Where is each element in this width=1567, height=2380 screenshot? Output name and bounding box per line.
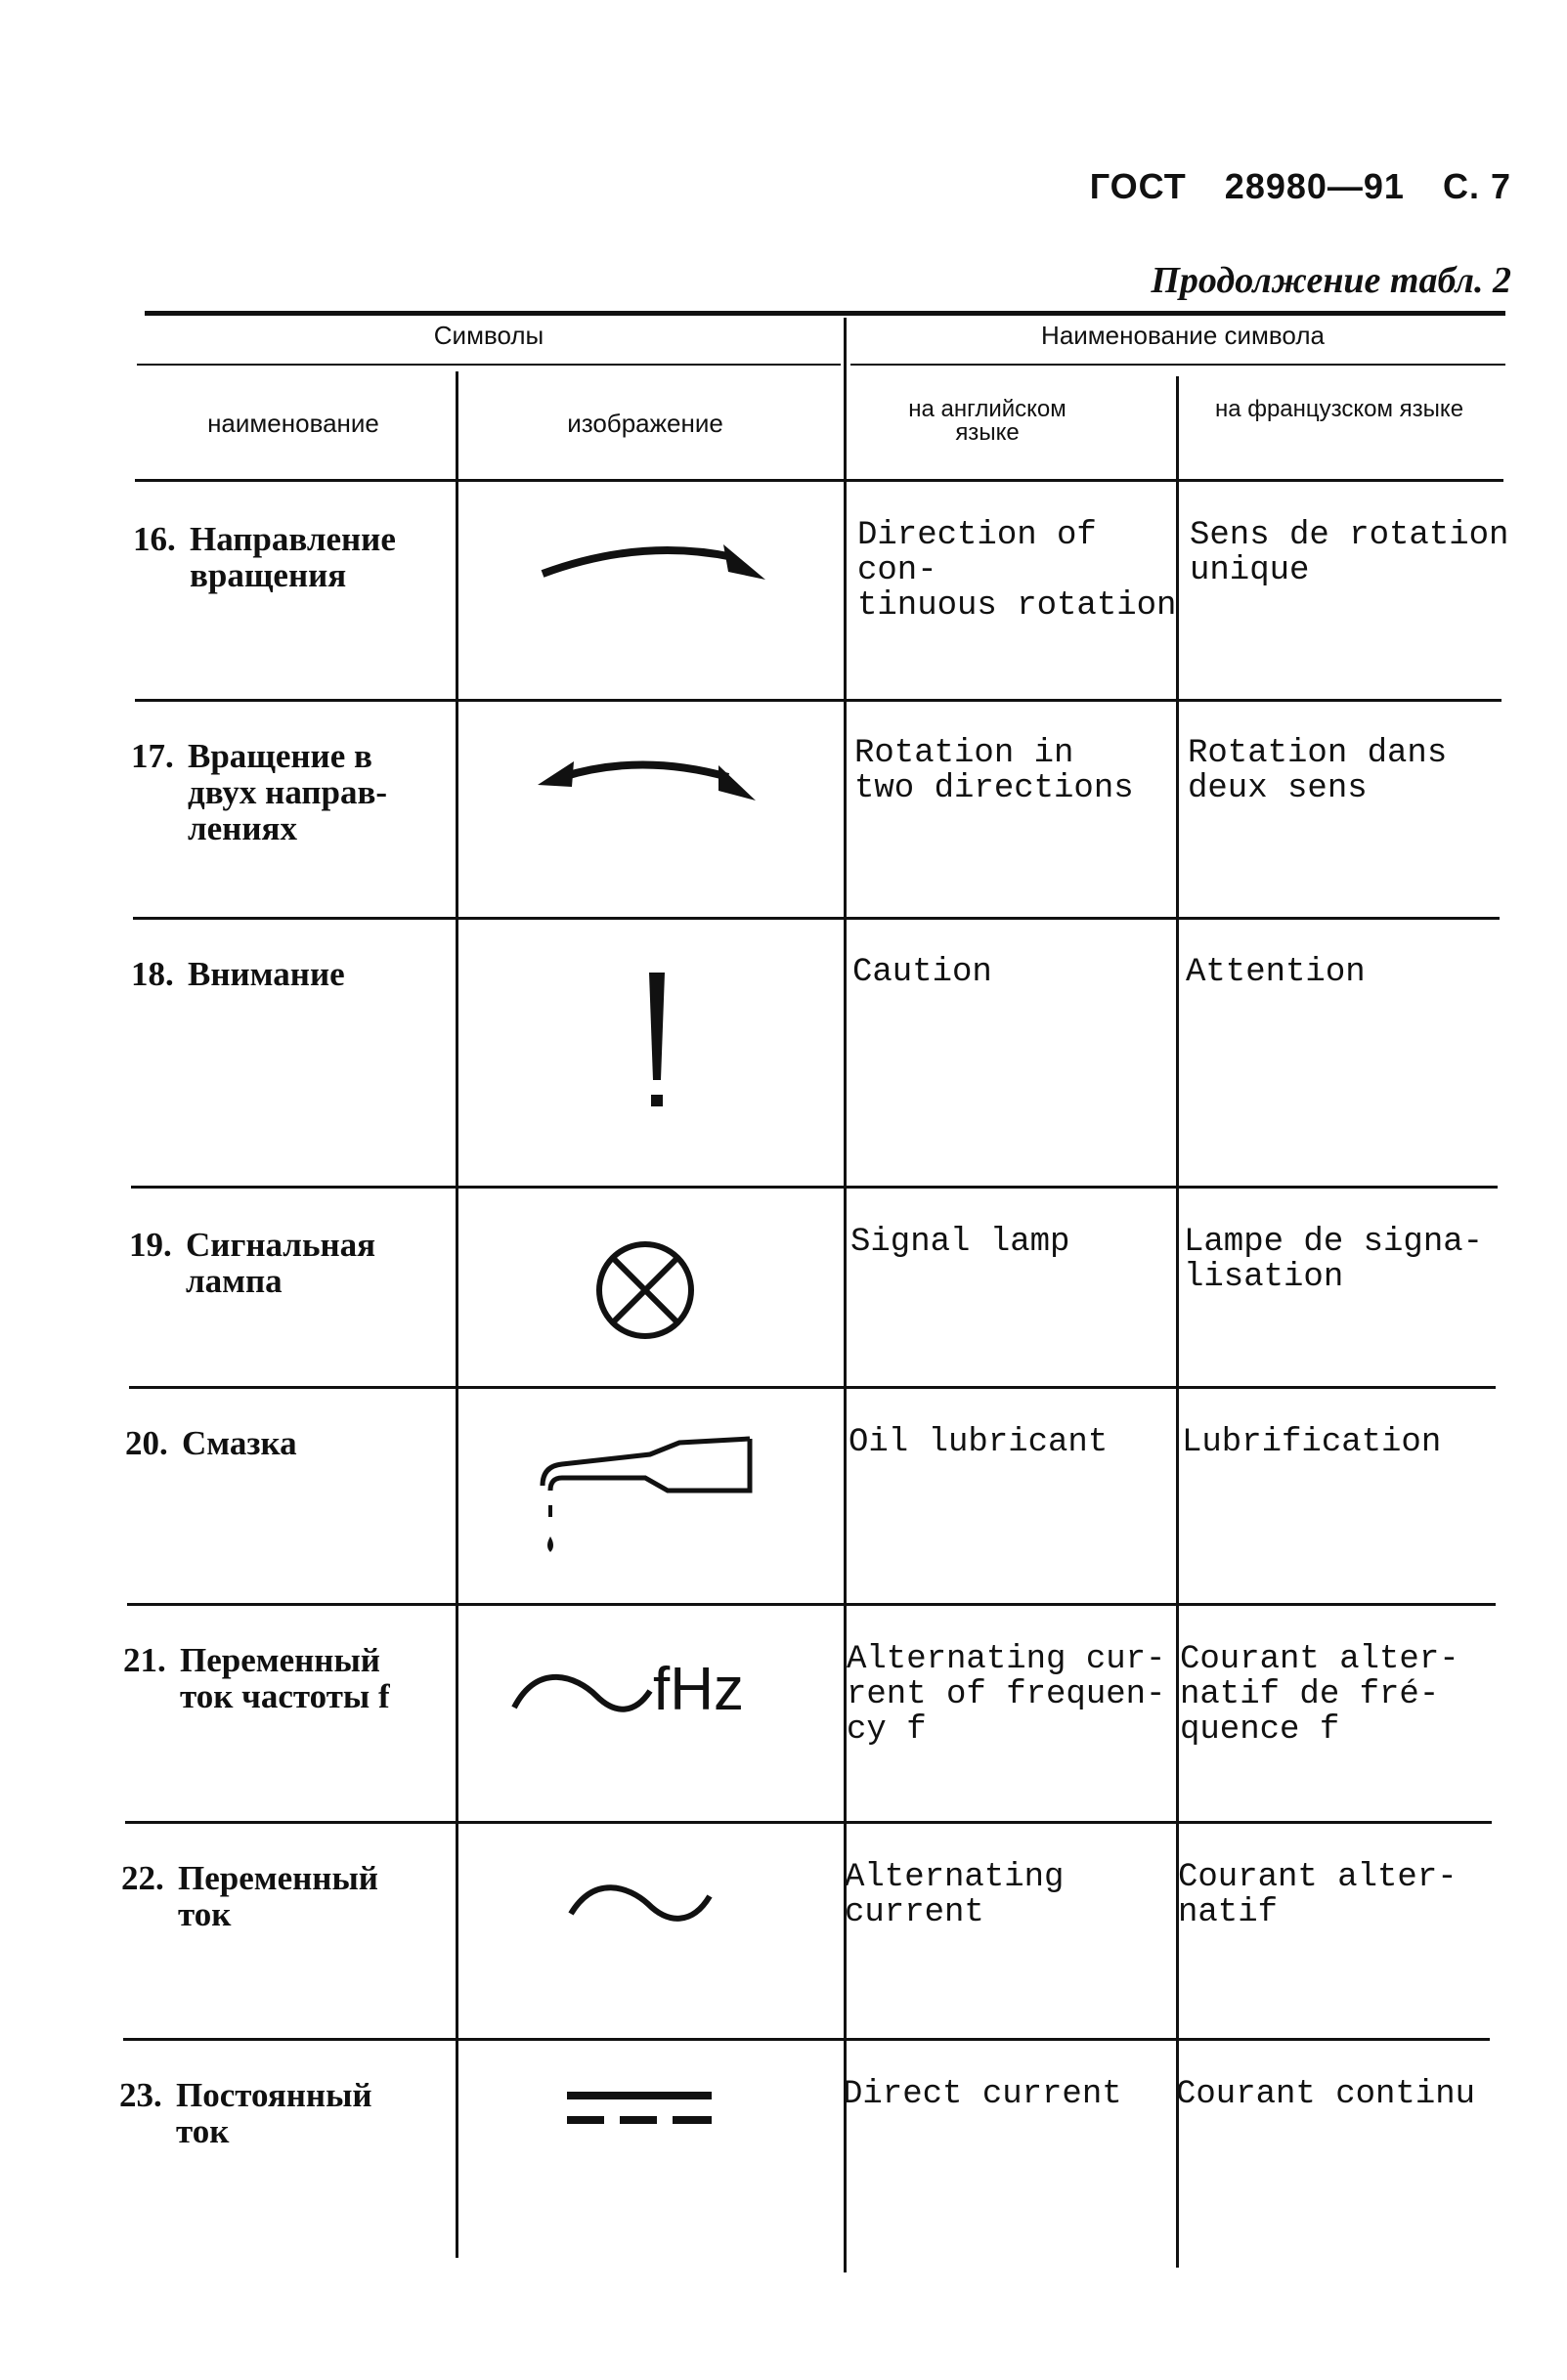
row-french: Courant alter- natif de fré- quence f	[1180, 1641, 1459, 1749]
row-separator	[127, 1603, 1496, 1606]
row-french: Courant alter- natif	[1178, 1859, 1458, 1931]
column-divider	[1176, 376, 1179, 2268]
row-number: 21.	[123, 1641, 166, 1679]
row-number: 22.	[121, 1859, 164, 1897]
arrow-right-icon	[533, 533, 777, 591]
exclamation-icon	[637, 973, 676, 1119]
header-group-rule-right	[850, 364, 1505, 366]
row-number: 19.	[129, 1226, 172, 1264]
header-group-rule-left	[137, 364, 841, 366]
row-name-text: Переменный ток частоты f	[180, 1641, 390, 1715]
standard-label: ГОСТ	[1089, 166, 1187, 206]
row-english: Caution	[852, 954, 992, 991]
row-number: 17.	[131, 737, 174, 775]
row-name	[131, 738, 424, 846]
row-number: 20.	[125, 1424, 168, 1462]
oil-can-icon	[533, 1427, 758, 1559]
row-name-text: Сигнальная лампа	[186, 1226, 376, 1300]
row-separator	[135, 699, 1502, 702]
row-name-text: Внимание	[188, 955, 345, 993]
table-continuation-label: Продолжение табл. 2	[1151, 260, 1511, 301]
row-french: Lubrification	[1182, 1424, 1442, 1461]
row-name	[123, 1642, 416, 1714]
row-french: Sens de rotation unique	[1190, 517, 1509, 589]
standard-number: 28980—91	[1224, 166, 1405, 206]
column-divider	[844, 318, 847, 2272]
row-english: Direction of con- tinuous rotation	[857, 517, 1177, 625]
header-col-image: изображение	[567, 409, 723, 438]
header-col-french: на французском языке	[1214, 396, 1464, 422]
row-name	[133, 521, 426, 593]
row-separator	[131, 1186, 1498, 1189]
row-number: 18.	[131, 955, 174, 993]
row-name-text: Переменный ток	[178, 1859, 378, 1933]
header-symbol-name: Наименование символа	[1041, 321, 1325, 350]
row-name	[131, 956, 424, 992]
ac-icon	[565, 1877, 717, 1935]
header-col-english: на английском языке	[908, 396, 1066, 446]
row-english: Alternating current	[845, 1859, 1065, 1931]
row-name-text: Постоянный ток	[176, 2076, 372, 2150]
row-name	[121, 1860, 414, 1932]
ac-wave-icon	[508, 1666, 655, 1725]
double-arrow-icon	[533, 748, 767, 806]
row-separator	[125, 1821, 1492, 1824]
dc-icon	[565, 2087, 714, 2131]
row-name	[125, 1425, 418, 1461]
row-english: Direct current	[843, 2076, 1122, 2113]
row-english: Alternating cur- rent of frequen- cy f	[847, 1641, 1166, 1749]
row-name	[129, 1227, 422, 1299]
header-symbols: Символы	[433, 321, 544, 350]
page-number: С. 7	[1442, 166, 1511, 206]
row-english: Signal lamp	[850, 1224, 1070, 1261]
row-french: Attention	[1186, 954, 1366, 991]
row-english: Rotation in two directions	[854, 735, 1134, 807]
row-number: 23.	[119, 2076, 162, 2114]
row-name-text: Вращение в двух направ- лениях	[188, 737, 388, 847]
row-number: 16.	[133, 520, 176, 558]
column-divider	[456, 371, 458, 2258]
row-name	[119, 2077, 413, 2149]
frequency-label: fHz	[653, 1656, 744, 1723]
row-french: Courant continu	[1176, 2076, 1476, 2113]
header-bottom-rule	[135, 479, 1503, 482]
signal-lamp-icon	[591, 1236, 699, 1344]
row-separator	[129, 1386, 1496, 1389]
page-header	[1090, 166, 1511, 207]
row-name-text: Направление вращения	[190, 520, 396, 594]
row-french: Rotation dans deux sens	[1188, 735, 1448, 807]
header-col-name: наименование	[207, 409, 379, 438]
table-top-rule	[145, 311, 1505, 316]
row-separator	[133, 917, 1500, 920]
row-english: Oil lubricant	[849, 1424, 1109, 1461]
row-name-text: Смазка	[182, 1424, 297, 1462]
row-french: Lampe de signa- lisation	[1184, 1224, 1484, 1296]
row-separator	[123, 2038, 1490, 2041]
